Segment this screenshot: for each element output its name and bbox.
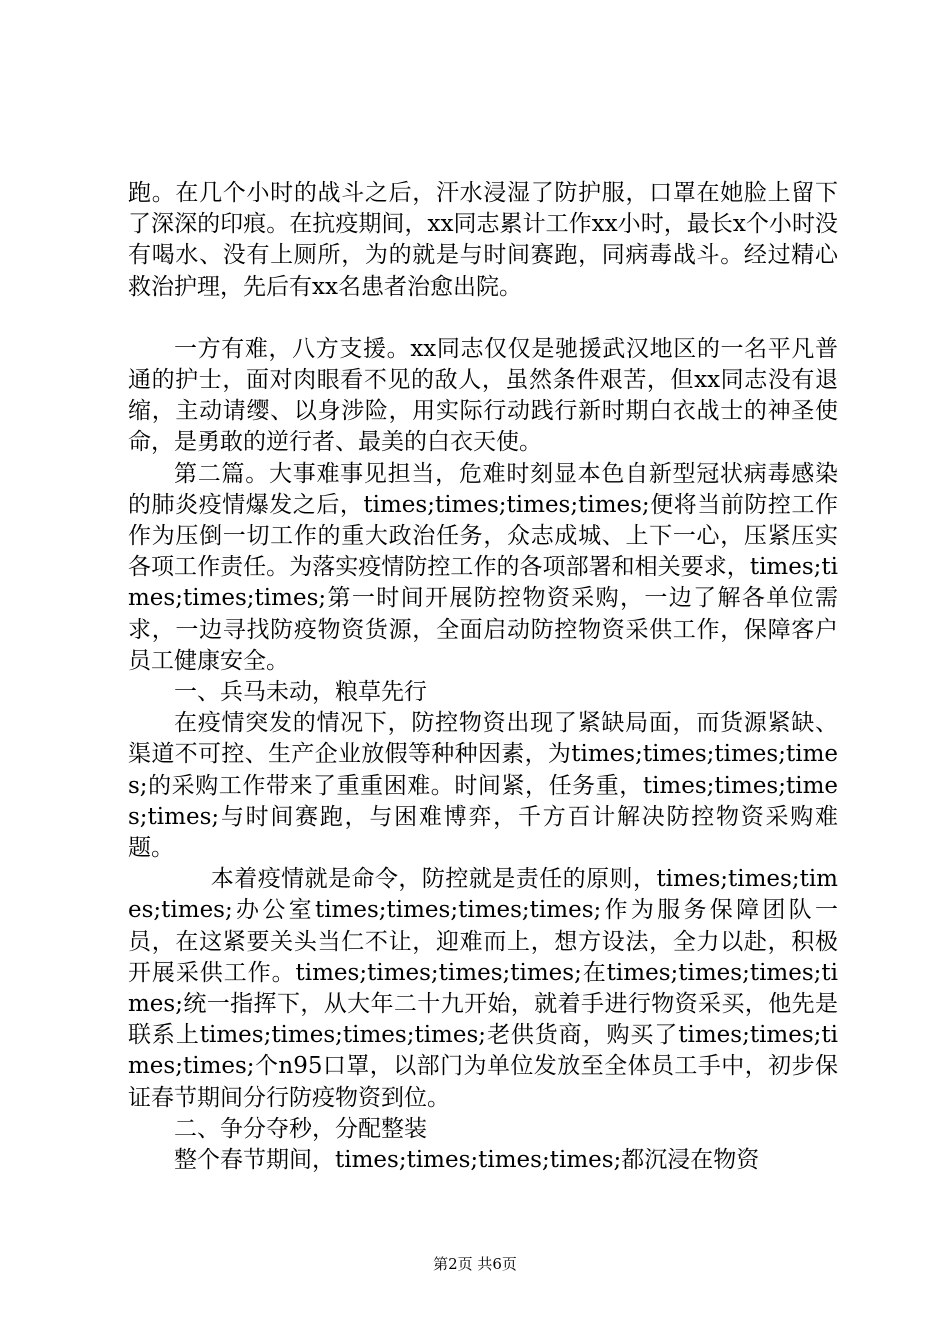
paragraph-spring-festival: 整个春节期间，times;times;times;times;都沉浸在物资 xyxy=(174,1147,760,1174)
paragraph-principle: 本着疫情就是命令，防控就是责任的原则，times;times;times;times;办公室times;times;times;times;作为服务保障团队一员，在这紧要关头当仁不让，迎难而上，想方设法，全力以赴，积极开展采供工作。times;times;times;times;在times;times;times;times;统一指挥下，从大年二十九开始，就着手进行物资采买，他先是联系上times;times;times;times;老供货商，购买了times;times;times;times;个n95口罩，以部门为单位发放至全体员工手中，初步保证春节期间分行防疫物资到位。 xyxy=(128,866,838,1111)
paragraph-spacer xyxy=(128,303,838,334)
page-footer: 第2页 共6页 xyxy=(433,1255,517,1273)
section-heading-two: 二、争分夺秒，分配整装 xyxy=(174,1115,427,1142)
paragraph-support: 一方有难，八方支援。xx同志仅仅是驰援武汉地区的一名平凡普通的护士，面对肉眼看不见的敌人，虽然条件艰苦，但xx同志没有退缩，主动请缨、以身涉险，用实际行动践行新时期白衣战士的神圣使命，是勇敢的逆行者、最美的白衣天使。 xyxy=(128,335,838,456)
paragraph-shortage: 在疫情突发的情况下，防控物资出现了紧缺局面，而货源紧缺、渠道不可控、生产企业放假等种种因素，为times;times;times;times;的采购工作带来了重重困难。时间紧，任务重，times;times;times;times;与时间赛跑，与困难博弈，千方百计解决防控物资采购难题。 xyxy=(128,710,838,862)
paragraph-chapter-two: 第二篇。大事难事见担当，危难时刻显本色自新型冠状病毒感染的肺炎疫情爆发之后，times;times;times;times;便将当前防控工作作为压倒一切工作的重大政治任务，众志成城、上下一心，压紧压实各项工作责任。为落实疫情防控工作的各项部署和相关要求，times;times;times;times;第一时间开展防控物资采购，一边了解各单位需求，一边寻找防疫物资货源，全面启动防控物资采供工作，保障客户员工健康安全。 xyxy=(128,460,838,674)
document-body xyxy=(128,178,838,1176)
section-heading-one: 一、兵马未动，粮草先行 xyxy=(174,679,427,706)
paragraph-continuation: 跑。在几个小时的战斗之后，汗水浸湿了防护服，口罩在她脸上留下了深深的印痕。在抗疫期间，xx同志累计工作xx小时，最长x个小时没有喝水、没有上厕所，为的就是与时间赛跑，同病毒战斗。经过精心救治护理，先后有xx名患者治愈出院。 xyxy=(128,180,838,300)
